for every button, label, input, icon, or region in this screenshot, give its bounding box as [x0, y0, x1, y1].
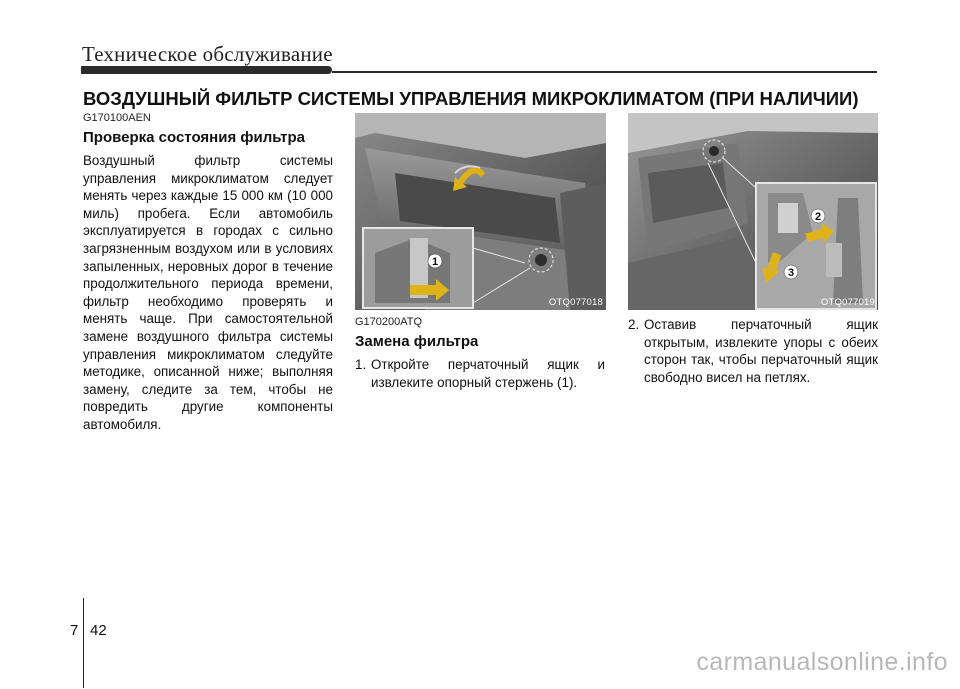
replace-section	[355, 316, 605, 391]
replace-code: G170200ATQ	[355, 316, 423, 328]
callout-3: 3	[787, 267, 795, 279]
check-section	[83, 110, 333, 434]
glovebox-illustration	[355, 113, 606, 310]
header-bar	[81, 66, 332, 74]
page-number: 42	[90, 622, 107, 639]
figure-caption: OTQ077019	[820, 297, 875, 308]
replace-section-continued	[628, 316, 878, 386]
callout-1: 1	[431, 256, 439, 268]
watermark: carmanualsonline.info	[696, 648, 948, 676]
chapter-title: Техническое обслуживание	[82, 42, 333, 66]
header-rule	[332, 71, 877, 73]
step-number: 2.	[628, 317, 640, 332]
figure-glovebox-open	[355, 113, 606, 310]
check-heading: Проверка состояния фильтра	[83, 129, 305, 146]
figure-caption: OTQ077018	[548, 297, 603, 308]
step-text: Оставив перчаточный ящик открытым, извлеките упоры с обеих сторон так, чтобы перчаточный ящик свободно висел на петлях.	[644, 317, 878, 385]
steps-list	[355, 356, 605, 391]
step-number: 1.	[355, 357, 367, 372]
figure-glovebox-stoppers	[628, 113, 878, 310]
chapter-number: 7	[70, 622, 79, 639]
callout-2: 2	[814, 211, 822, 223]
step-text: Откройте перчаточный ящик и извлеките опорный стержень (1).	[371, 357, 605, 390]
check-text: Воздушный фильтр системы управления микроклиматом следует менять через каждые 15 000 км (10 000 миль) пробега. Если автомобиль эксплуатируется в городах с сильно загрязненным воздухом или в условиях запыленных, неровных дорог в течение продолжительного периода времени, фильтр необходимо проверять и менять чаще. При самостоятельной замене воздушного фильтра системы управления микроклиматом следуйте методике, описанной ниже; выполняя замену, следите за тем, чтобы не повредить другие компоненты автомобиля.	[83, 153, 333, 432]
section-title: ВОЗДУШНЫЙ ФИЛЬТР СИСТЕМЫ УПРАВЛЕНИЯ МИКРОКЛИМАТОМ (ПРИ НАЛИЧИИ)	[83, 88, 859, 109]
replace-heading: Замена фильтра	[355, 333, 479, 350]
footer-divider	[83, 598, 84, 688]
list-item	[355, 356, 605, 391]
stopper-illustration	[628, 113, 878, 310]
list-item	[628, 316, 878, 386]
check-code: G170100AEN	[83, 112, 151, 124]
steps-list	[628, 316, 878, 386]
